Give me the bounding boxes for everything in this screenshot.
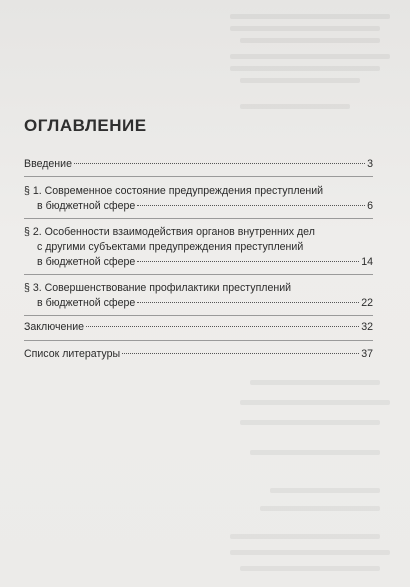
toc-entry-title: § 2. Особенности взаимодействия органов внутренних дел xyxy=(24,226,315,238)
toc-entry-introduction xyxy=(24,157,373,172)
toc-entry-line xyxy=(24,199,373,214)
toc-page-number: 32 xyxy=(361,321,373,333)
toc-page-number: 6 xyxy=(367,200,373,212)
show-through-text xyxy=(230,54,390,59)
toc-entry-conclusion xyxy=(24,320,373,335)
toc-entry-line xyxy=(24,255,373,270)
toc-page-number: 3 xyxy=(367,158,373,170)
toc-divider xyxy=(24,340,373,341)
show-through-text xyxy=(240,104,350,109)
toc-leader-dots xyxy=(74,163,365,164)
show-through-text xyxy=(240,566,380,571)
toc-entry-section-2 xyxy=(24,225,373,270)
show-through-text xyxy=(240,420,380,425)
toc-entry-title-cont: в бюджетной сфере xyxy=(37,256,136,268)
toc-page-number: 14 xyxy=(361,256,373,268)
toc-entry-title-cont: в бюджетной сфере xyxy=(37,297,136,309)
toc-entry-title: § 3. Совершенствование профилактики преступлений xyxy=(24,282,292,294)
toc-entry-title-cont: в бюджетной сфере xyxy=(37,200,136,212)
show-through-text xyxy=(230,26,380,31)
show-through-text xyxy=(250,380,380,385)
toc-leader-dots xyxy=(137,302,359,303)
show-through-text xyxy=(250,450,380,455)
toc-entry-section-3 xyxy=(24,281,373,311)
toc-leader-dots xyxy=(137,261,359,262)
toc-page-number: 22 xyxy=(361,297,373,309)
toc-entry-bibliography xyxy=(24,347,373,362)
toc-entry-title-cont: с другими субъектами предупреждения преступлений xyxy=(37,241,304,253)
show-through-text xyxy=(240,38,380,43)
toc-heading: ОГЛАВЛЕНИЕ xyxy=(24,116,147,135)
show-through-text xyxy=(230,66,380,71)
toc-divider xyxy=(24,315,373,316)
toc-entry-title: Заключение xyxy=(24,321,85,333)
toc-leader-dots xyxy=(122,353,359,354)
toc-entry-title: Введение xyxy=(24,158,72,170)
toc-divider xyxy=(24,218,373,219)
toc-entry-section-1 xyxy=(24,184,373,214)
show-through-text xyxy=(270,488,380,493)
toc-entry-title: § 1. Современное состояние предупреждения преступлений xyxy=(24,185,324,197)
show-through-text xyxy=(260,506,380,511)
toc-leader-dots xyxy=(86,326,359,327)
show-through-text xyxy=(240,78,360,83)
toc-entry-line xyxy=(24,157,373,172)
show-through-text xyxy=(240,400,390,405)
toc-entry-line xyxy=(24,347,373,362)
show-through-text xyxy=(230,550,390,555)
show-through-text xyxy=(230,14,390,19)
toc-leader-dots xyxy=(137,205,365,206)
show-through-text xyxy=(230,534,380,539)
toc-entry-title: Список литературы xyxy=(24,348,121,360)
toc-entry-line xyxy=(24,320,373,335)
toc-entry-line xyxy=(24,296,373,311)
toc-page-number: 37 xyxy=(361,348,373,360)
toc-divider xyxy=(24,274,373,275)
toc-divider xyxy=(24,176,373,177)
